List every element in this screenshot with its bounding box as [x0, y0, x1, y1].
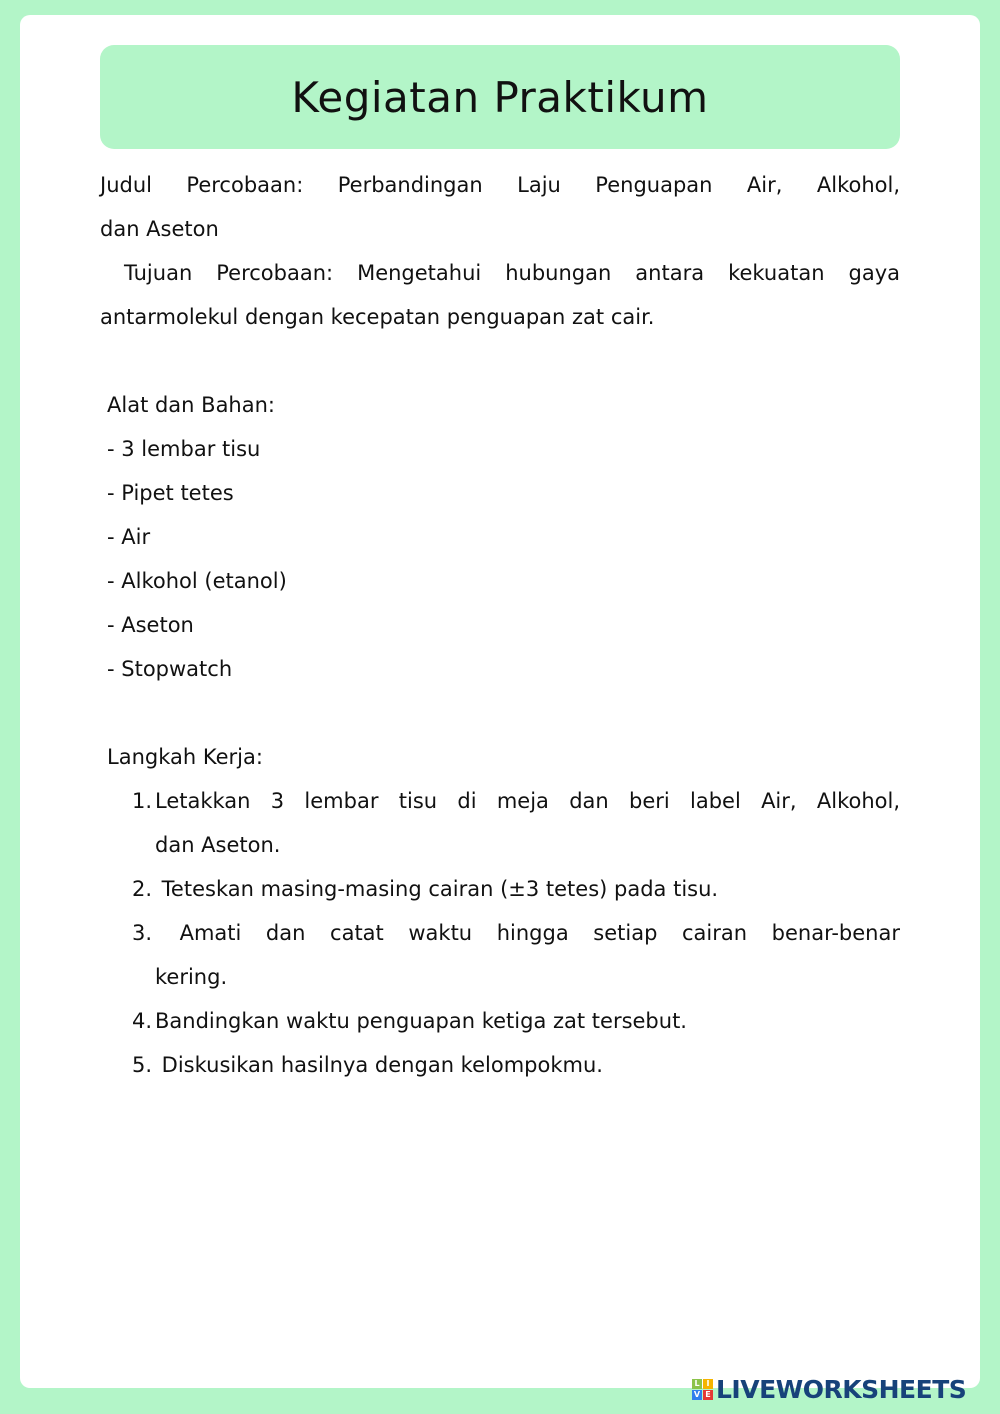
judul-line: Judul Percobaan: Perbandingan Laju Penguapan Air, Alkohol,	[100, 173, 900, 197]
page-title: Kegiatan Praktikum	[291, 72, 709, 122]
step-text: kering.	[155, 965, 228, 989]
alat-item: - Air	[107, 525, 151, 549]
tujuan-line: antarmolekul dengan kecepatan penguapan zat cair.	[100, 305, 655, 329]
alat-item: - Aseton	[107, 613, 194, 637]
logo-text: LIVEWORKSHEETS	[716, 1375, 967, 1404]
logo-tile: V	[693, 1390, 701, 1399]
step-number: 4.	[131, 1009, 152, 1033]
alat-item: - Pipet tetes	[107, 481, 234, 505]
step-number: 1.	[131, 789, 152, 813]
worksheet-content	[100, 163, 900, 1087]
logo-tile: E	[703, 1390, 713, 1400]
liveworksheets-logo	[692, 1375, 966, 1404]
alat-heading: Alat dan Bahan:	[107, 393, 275, 417]
step-number: 2.	[131, 877, 152, 901]
step-text: dan Aseton.	[155, 833, 281, 857]
step-item	[100, 779, 900, 867]
step-number: 5.	[131, 1053, 152, 1077]
step-text: Letakkan 3 lembar tisu di meja dan beri label Air, Alkohol,	[155, 789, 900, 813]
step-number: 3.	[131, 921, 152, 945]
logo-tiles-icon	[692, 1379, 713, 1400]
step-text: Diskusikan hasilnya dengan kelompokmu.	[155, 1053, 603, 1077]
judul-line: dan Aseton	[100, 217, 219, 241]
title-banner	[100, 45, 900, 149]
alat-item: - Alkohol (etanol)	[107, 569, 287, 593]
alat-item: - 3 lembar tisu	[107, 437, 261, 461]
step-text: Teteskan masing-masing cairan (±3 tetes) pada tisu.	[155, 877, 719, 901]
step-text: Bandingkan waktu penguapan ketiga zat tersebut.	[155, 1009, 687, 1033]
step-text: Amati dan catat waktu hingga setiap cairan benar-benar	[155, 921, 900, 945]
step-item	[100, 1043, 900, 1087]
langkah-heading: Langkah Kerja:	[107, 745, 263, 769]
step-item	[100, 999, 900, 1043]
tujuan-line: Tujuan Percobaan: Mengetahui hubungan antara kekuatan gaya	[100, 261, 900, 285]
step-item	[100, 911, 900, 999]
alat-item: - Stopwatch	[107, 657, 233, 681]
logo-tile: I	[703, 1379, 713, 1389]
logo-tile: L	[692, 1379, 702, 1389]
step-item	[100, 867, 900, 911]
